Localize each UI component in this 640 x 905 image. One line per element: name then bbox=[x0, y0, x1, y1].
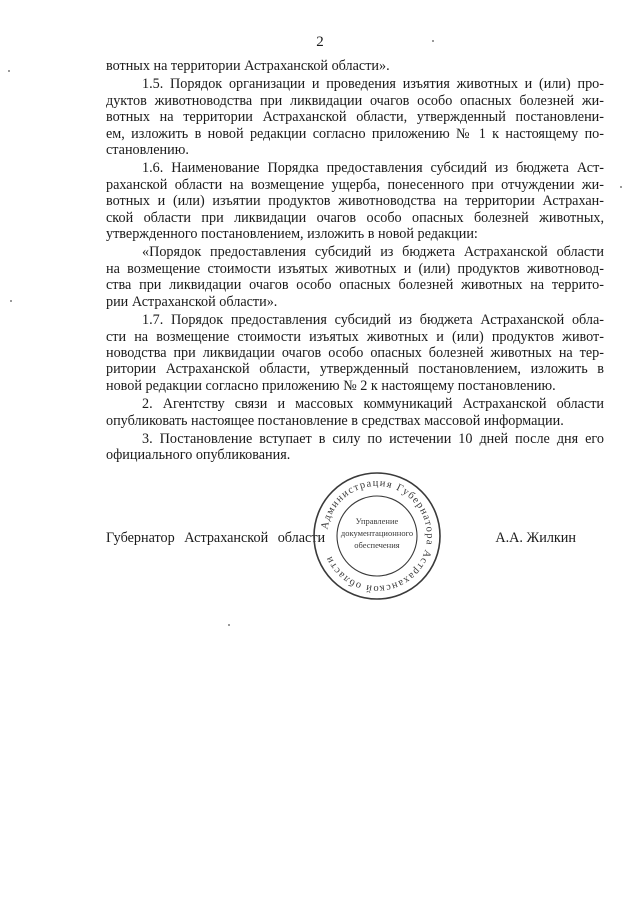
text-line-p3-1: 3. Постановление вступает в силу по истечении 10 дней после дня его bbox=[142, 430, 604, 447]
page-number: 2 bbox=[316, 34, 324, 50]
text-line-p1-5-1: 1.5. Порядок организации и проведения изъятия животных и (или) про- bbox=[142, 76, 604, 93]
text-line-p3-2: официального опубликования. bbox=[106, 447, 291, 464]
official-seal-stamp bbox=[311, 470, 443, 602]
text-line-p1-6-1: 1.6. Наименование Порядка предоставления субсидий из бюджета Аст- bbox=[142, 160, 604, 177]
text-line-quote-4: рии Астраханской области». bbox=[106, 293, 278, 310]
scan-speck bbox=[8, 70, 10, 72]
signatory-name: А.А. Жилкин bbox=[495, 530, 576, 546]
text-line-p2-2: опубликовать настоящее постановление в средствах массовой информации. bbox=[106, 412, 564, 429]
text-line-p1-7-3: новодства при ликвидации очагов особо опасных болезней животных на тер- bbox=[106, 344, 604, 361]
text-line-p1-5-4: ем, изложить в новой редакции согласно приложению № 1 к настоящему по- bbox=[106, 125, 604, 142]
text-line-p1-6-2: раханской области на возмещение ущерба, понесенного при отчуждении жи- bbox=[106, 176, 604, 193]
seal-center-line-1: Управление bbox=[355, 516, 399, 526]
text-line-p1-6-5: утвержденного постановлением, изложить в новой редакции: bbox=[106, 226, 478, 243]
seal-ring-text: Администрация Губернатора Астраханской области bbox=[319, 477, 436, 595]
text-line-p1-6-3: вотных и (или) изъятии продуктов животноводства на территории Астрахан- bbox=[106, 193, 604, 210]
text-line-p2-1: 2. Агентству связи и массовых коммуникаций Астраханской области bbox=[142, 396, 604, 413]
seal-center-line-2: документационного bbox=[340, 528, 414, 538]
document-body bbox=[106, 58, 604, 464]
text-line-p1-5-5: становлению. bbox=[106, 142, 189, 159]
text-line-p1-7-4: ритории Астраханской области, утвержденный постановлением, изложить в bbox=[106, 361, 604, 378]
scan-speck bbox=[10, 300, 12, 302]
scan-speck bbox=[432, 40, 434, 42]
text-line-p1-5-3: вотных на территории Астраханской области, утвержденный постановлени- bbox=[106, 109, 604, 126]
seal-graphic bbox=[311, 470, 443, 602]
text-line-quote-1: «Порядок предоставления субсидий из бюджета Астраханской области bbox=[142, 244, 604, 261]
seal-center-line-3: обеспечения bbox=[354, 540, 400, 550]
text-line-p1-7-1: 1.7. Порядок предоставления субсидий из бюджета Астраханской обла- bbox=[142, 312, 604, 329]
text-line-quote-3: ства при ликвидации очагов особо опасных болезней животных на террито- bbox=[106, 277, 604, 294]
text-line-p1-5-2: дуктов животноводства при ликвидации очагов особо опасных болезней жи- bbox=[106, 92, 604, 109]
signatory-title: Губернатор Астраханской области bbox=[106, 530, 326, 546]
scan-speck bbox=[620, 186, 622, 188]
scan-speck bbox=[228, 624, 230, 626]
text-line-p1-6-4: ской области при ликвидации очагов особо опасных болезней животных, bbox=[106, 209, 604, 226]
text-line-cont-1: вотных на территории Астраханской области». bbox=[106, 58, 390, 74]
text-line-p1-7-2: сти на возмещение стоимости изъятых животных и (или) продуктов живот- bbox=[106, 328, 604, 345]
text-line-quote-2: на возмещение стоимости изъятых животных и (или) продуктов животновод- bbox=[106, 260, 604, 277]
text-line-p1-7-5: новой редакции согласно приложению № 2 к настоящему постановлению. bbox=[106, 377, 556, 394]
